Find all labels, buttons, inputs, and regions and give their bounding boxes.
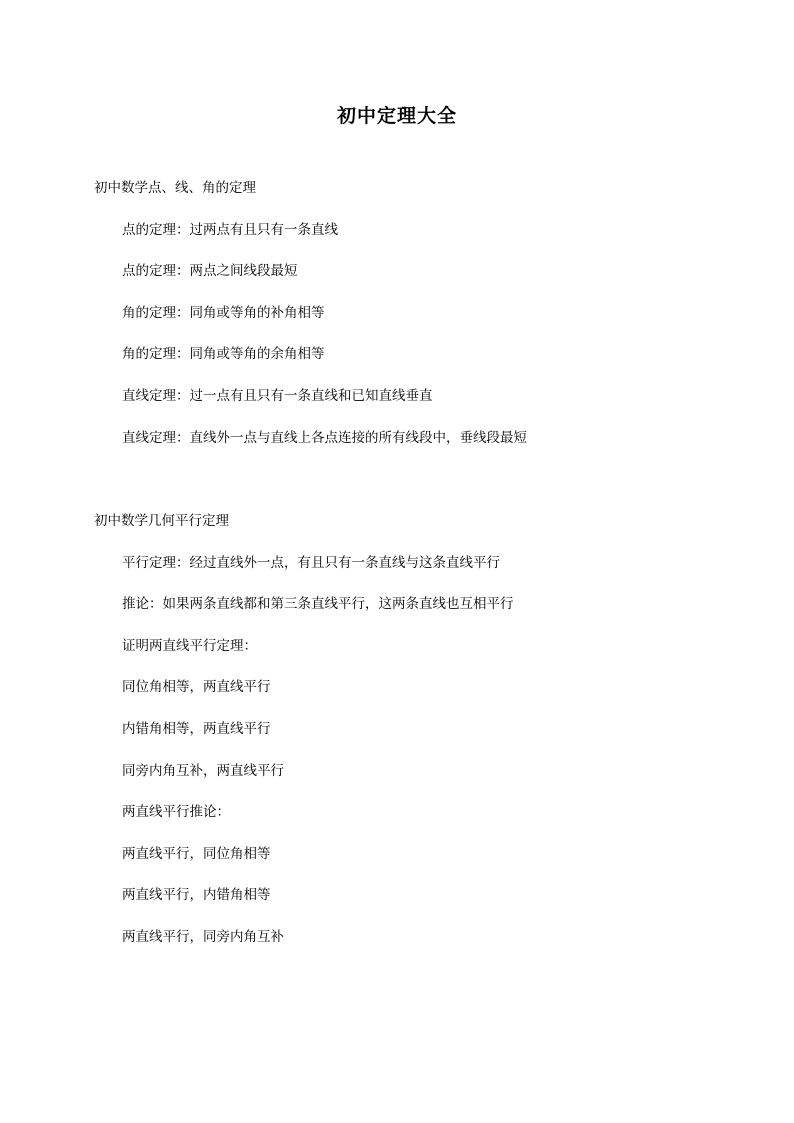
document-title: 初中定理大全 xyxy=(336,105,457,127)
section-heading: 初中数学几何平行定理 xyxy=(94,513,229,529)
theorem-item: 两直线平行，同旁内角互补 xyxy=(122,928,284,945)
theorem-item: 点的定理：两点之间线段最短 xyxy=(122,263,298,280)
theorem-item: 两直线平行，同位角相等 xyxy=(122,845,271,862)
theorem-item: 两直线平行，内错角相等 xyxy=(122,887,271,904)
theorem-list xyxy=(94,221,774,447)
section-heading: 初中数学点、线、角的定理 xyxy=(94,180,256,196)
section-points-lines-angles xyxy=(94,179,774,447)
theorem-item: 直线定理：过一点有且只有一条直线和已知直线垂直 xyxy=(122,387,433,404)
theorem-list xyxy=(94,554,774,946)
theorem-item: 内错角相等，两直线平行 xyxy=(122,720,271,737)
theorem-item: 同旁内角互补，两直线平行 xyxy=(122,762,284,779)
theorem-item: 直线定理：直线外一点与直线上各点连接的所有线段中，垂线段最短 xyxy=(122,429,527,446)
section-parallel-theorems xyxy=(94,512,774,946)
theorem-item: 点的定理：过两点有且只有一条直线 xyxy=(122,221,338,238)
theorem-item: 角的定理：同角或等角的补角相等 xyxy=(122,304,325,321)
theorem-item: 同位角相等，两直线平行 xyxy=(122,679,271,696)
theorem-item: 证明两直线平行定理： xyxy=(122,637,257,654)
theorem-item: 两直线平行推论： xyxy=(122,804,230,821)
theorem-item: 角的定理：同角或等角的余角相等 xyxy=(122,346,325,363)
theorem-item: 平行定理：经过直线外一点，有且只有一条直线与这条直线平行 xyxy=(122,554,500,571)
theorem-item: 推论：如果两条直线都和第三条直线平行，这两条直线也互相平行 xyxy=(122,596,514,613)
